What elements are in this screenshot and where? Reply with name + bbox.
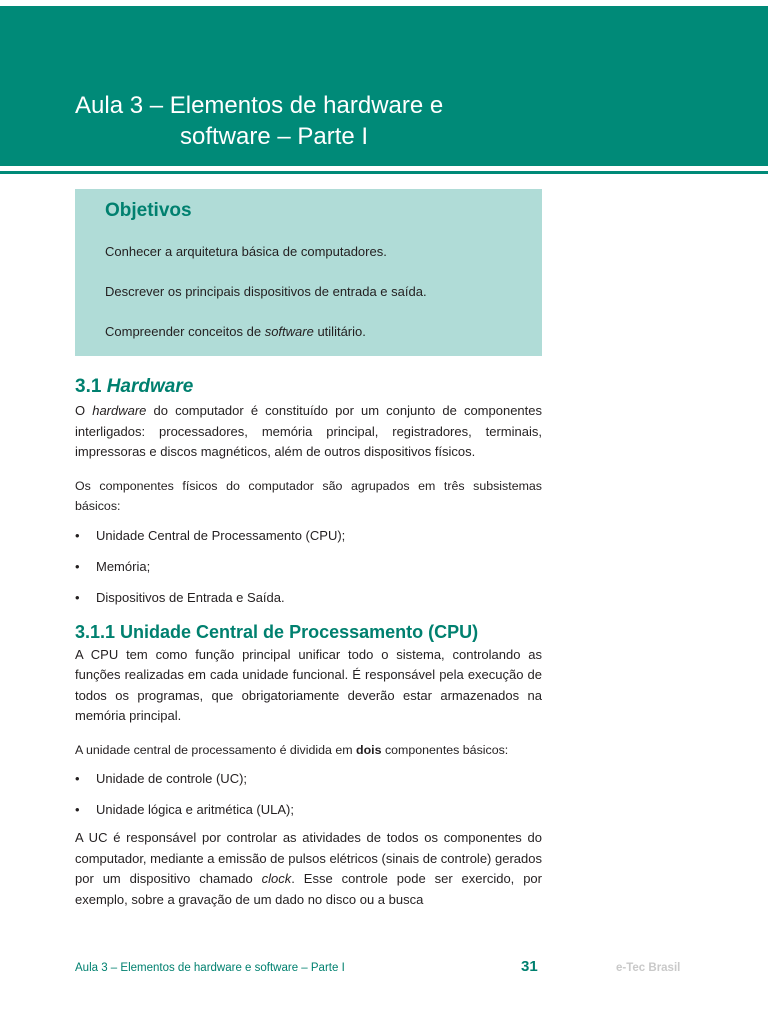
objectives-heading: Objetivos — [105, 200, 192, 221]
subsystems-list — [75, 526, 542, 607]
cpu-paragraph: A CPU tem como função principal unificar todo o sistema, controlando as funções realizadas em cada unidade funcional. É responsável pela execução de todos os programas, que obrigatoriamente deverão estar armazenados na memória principal. — [75, 646, 542, 723]
section-number: 3.1 — [75, 376, 102, 397]
list-item: • Dispositivos de Entrada e Saída. — [75, 588, 542, 607]
section-heading-cpu: 3.1.1 Unidade Central de Processamento (CPU) — [75, 621, 479, 642]
list-item: • Unidade lógica e aritmética (ULA); — [75, 800, 542, 819]
list-item: • Unidade Central de Processamento (CPU); — [75, 526, 542, 545]
chapter-title-line1: Aula 3 – Elementos de hardware e — [75, 92, 444, 119]
chapter-title-line2: software – Parte I — [180, 123, 369, 150]
objectives-box — [75, 189, 542, 356]
subsystems-paragraph: Os componentes físicos do computador são agrupados em três subsistemas básicos: — [75, 478, 542, 513]
cpu-components-paragraph: A unidade central de processamento é dividida em dois componentes básicos: — [75, 742, 509, 757]
footer-brand: e-Tec Brasil — [616, 962, 681, 974]
list-item: • Unidade de controle (UC); — [75, 769, 542, 788]
chapter-title — [75, 90, 443, 152]
section-title: Hardware — [106, 376, 194, 397]
objective-item: Conhecer a arquitetura básica de computadores. — [105, 244, 387, 259]
section-heading-hardware — [75, 373, 542, 401]
hardware-paragraph: O hardware do computador é constituído por um conjunto de componentes interligados: processadores, memória principal, registradores, terminais, impressoras e discos magnéticos, além de outros dispositivos físicos. — [75, 403, 542, 459]
header-rule — [0, 171, 768, 174]
page-number: 31 — [521, 958, 538, 975]
cpu-components-list — [75, 769, 542, 819]
list-item: • Memória; — [75, 557, 542, 576]
objective-item: Descrever os principais dispositivos de entrada e saída. — [105, 284, 427, 299]
uc-paragraph: A UC é responsável por controlar as atividades de todos os componentes do computador, mediante a emissão de pulsos elétricos (sinais de controle) gerados por um dispositivo chamado clock. Esse controle pode ser exercido, por exemplo, sobre a gravação de um dado no disco ou a busca — [75, 830, 542, 907]
main-content — [75, 373, 542, 910]
footer-chapter-title: Aula 3 – Elementos de hardware e software – Parte I — [75, 962, 345, 974]
objective-item: Compreender conceitos de software utilitário. — [105, 324, 366, 339]
